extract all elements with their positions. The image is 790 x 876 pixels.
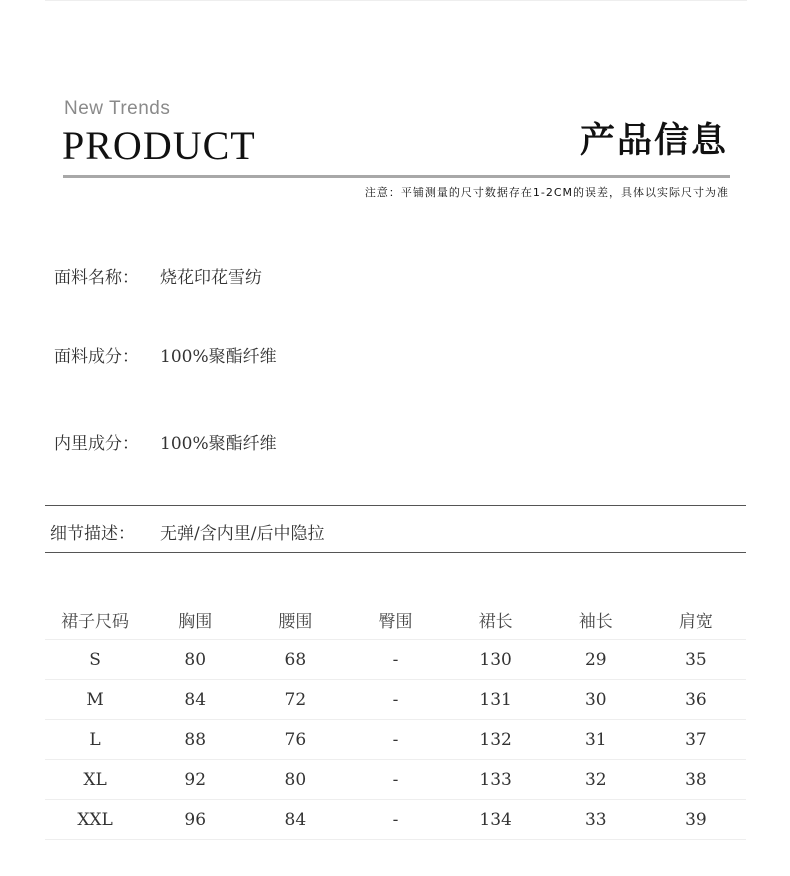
detail-description-label: 细节描述： (50, 524, 135, 544)
cell-hip: - (345, 720, 445, 760)
cell-size: M (45, 680, 145, 720)
detail-description-value: 无弹/含内里/后中隐拉 (160, 524, 325, 544)
cell-waist: 72 (245, 680, 345, 720)
header-title: PRODUCT (62, 123, 256, 168)
cell-shoulder-width: 36 (646, 680, 746, 720)
cell-size: S (45, 640, 145, 680)
cell-size: L (45, 720, 145, 760)
cell-bust: 92 (145, 760, 245, 800)
page-header (0, 0, 790, 210)
cell-shoulder-width: 39 (646, 800, 746, 840)
table-row (45, 640, 746, 680)
cell-hip: - (345, 680, 445, 720)
header-sleeve-length: 袖长 (546, 600, 646, 640)
cell-waist: 84 (245, 800, 345, 840)
header-waist: 腰围 (245, 600, 345, 640)
cell-bust: 88 (145, 720, 245, 760)
cell-skirt-length: 131 (446, 680, 546, 720)
cell-bust: 80 (145, 640, 245, 680)
table-row (45, 760, 746, 800)
header-title-cn: 产品信息 (579, 121, 728, 161)
lining-composition-row (54, 429, 277, 454)
fabric-composition-row (54, 342, 277, 367)
header-size: 裙子尺码 (45, 600, 145, 640)
cell-sleeve-length: 29 (546, 640, 646, 680)
cell-sleeve-length: 31 (546, 720, 646, 760)
table-row (45, 680, 746, 720)
cell-skirt-length: 132 (446, 720, 546, 760)
cell-skirt-length: 130 (446, 640, 546, 680)
cell-waist: 76 (245, 720, 345, 760)
cell-shoulder-width: 35 (646, 640, 746, 680)
cell-shoulder-width: 37 (646, 720, 746, 760)
cell-sleeve-length: 32 (546, 760, 646, 800)
table-row (45, 720, 746, 760)
fabric-composition-value: 100%聚酯纤维 (160, 347, 277, 367)
table-row (45, 800, 746, 840)
cell-bust: 84 (145, 680, 245, 720)
size-table (45, 600, 746, 840)
header-bust: 胸围 (145, 600, 245, 640)
cell-hip: - (345, 760, 445, 800)
cell-waist: 80 (245, 760, 345, 800)
cell-bust: 96 (145, 800, 245, 840)
lining-composition-label: 内里成分： (54, 434, 139, 454)
cell-size: XXL (45, 800, 145, 840)
cell-shoulder-width: 38 (646, 760, 746, 800)
header-hip: 臀围 (345, 600, 445, 640)
cell-hip: - (345, 800, 445, 840)
header-skirt-length: 裙长 (446, 600, 546, 640)
fabric-name-row (54, 263, 262, 288)
cell-hip: - (345, 640, 445, 680)
measurement-note: 注意：平铺测量的尺寸数据存在1-2CM的误差，具体以实际尺寸为准 (364, 186, 729, 199)
header-shoulder-width: 肩宽 (646, 600, 746, 640)
lining-composition-value: 100%聚酯纤维 (160, 434, 277, 454)
fabric-name-label: 面料名称： (54, 268, 139, 288)
size-table-header-row (45, 600, 746, 640)
fabric-name-value: 烧花印花雪纺 (160, 268, 262, 288)
cell-size: XL (45, 760, 145, 800)
cell-waist: 68 (245, 640, 345, 680)
detail-description-box (45, 505, 746, 553)
cell-sleeve-length: 30 (546, 680, 646, 720)
header-subtitle: New Trends (64, 98, 171, 119)
header-divider (63, 175, 730, 178)
cell-sleeve-length: 33 (546, 800, 646, 840)
fabric-composition-label: 面料成分： (54, 347, 139, 367)
cell-skirt-length: 134 (446, 800, 546, 840)
cell-skirt-length: 133 (446, 760, 546, 800)
